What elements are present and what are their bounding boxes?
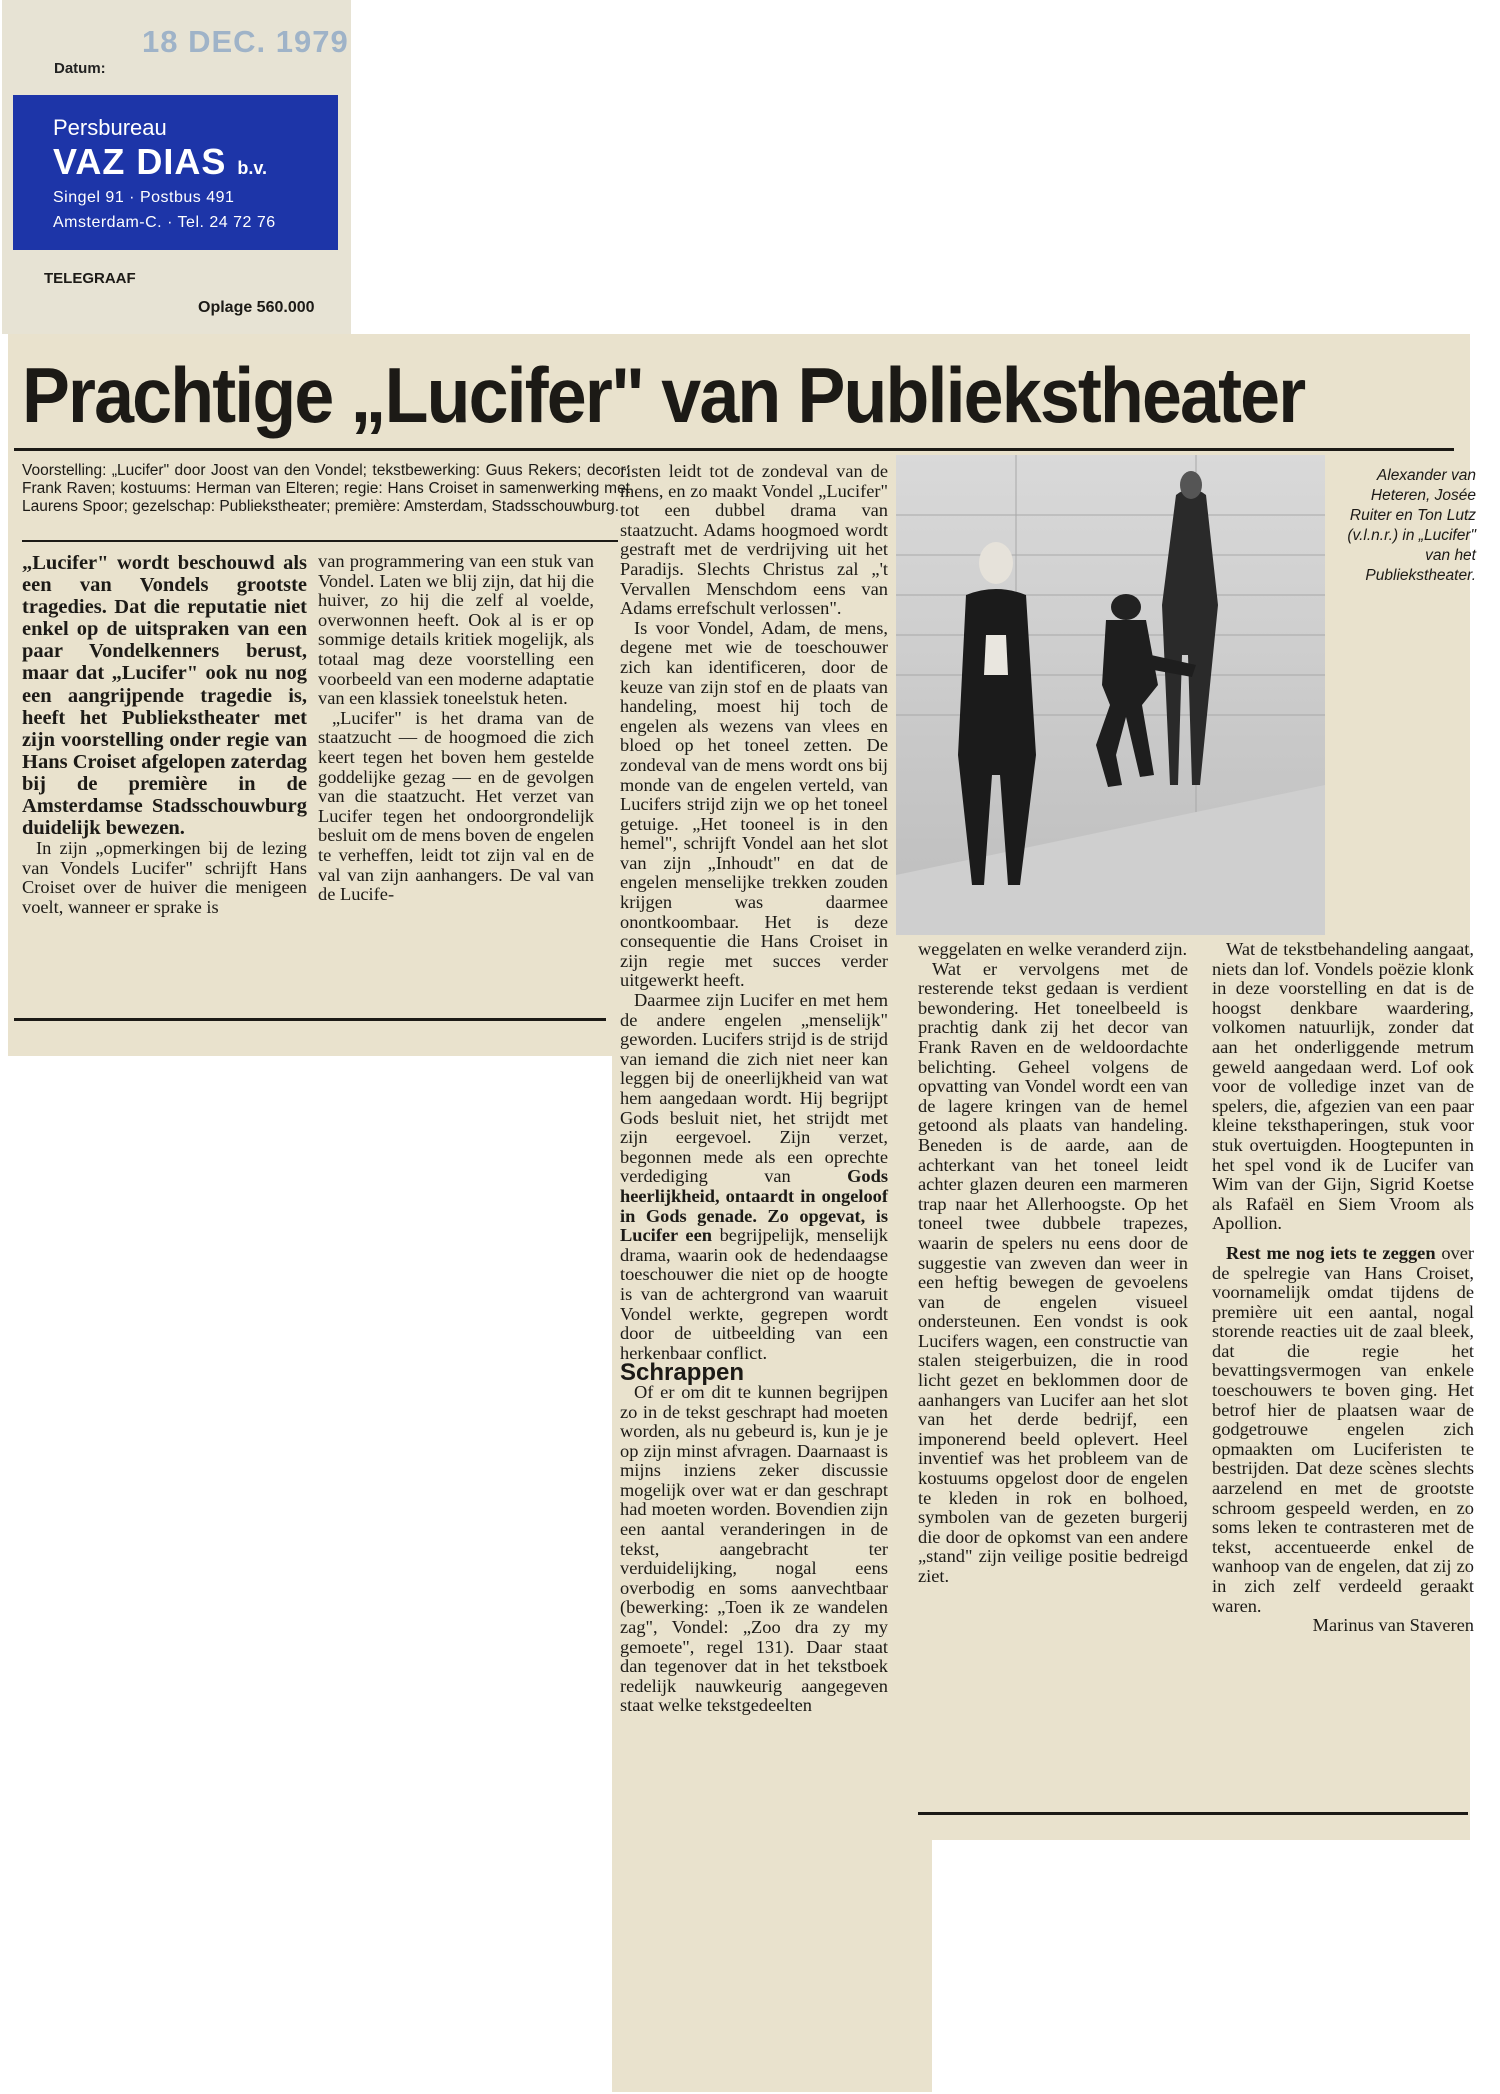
stage-photo: [896, 455, 1325, 935]
body-paragraph: In zijn „opmerkingen bij de lezing van Vondels Lucifer" schrijft Hans Croiset over de huiver die menigeen voelt, wanneer er sprake is: [22, 838, 307, 917]
body-paragraph: Of er om dit te kunnen begrijpen zo in de tekst geschrapt had moeten worden, als nu gebeurd is, kun je je op zijn minst afvragen. Daarnaast is mijns inziens zeker discussie mogelijk over wat er dan geschrapt had moeten worden. Bovendien zijn een aantal veranderingen in de tekst, aangebracht ter verduidelijking, nogal eens overbodig en soms aanvechtbaar (bewerking: „Toen ik ze wandelen zag", Vondel: „Zoo dra zy my gemoete", regel 131). Daar staat dan tegenover dat in het tekstboek redelijk nauwkeurig aangegeven staat welke tekstgedeelten: [620, 1381, 888, 1716]
agency-box: [13, 95, 338, 250]
body-text: over de spelregie van Hans Croiset, voornamelijk omdat tijdens de première uit een aantal, nogal storende reacties uit de zaal bleek, dat die regie het bevattingsvermogen van enkele toeschouwers te boven ging. Het betrof hier de plaatsen waar de godgetrouwe engelen zich opmaakten om Luciferisten te bestrijden. Dat deze scènes slechts aarzelend en met de grootste schroom gespeeld werden, en zo soms leken te contrasteren met de tekst, accentueerde enkel de wanhoop van de engelen, dat zij zo in zich zelf verdeeld geraakt waren.: [1212, 1242, 1474, 1616]
lead-paragraph: „Lucifer" wordt beschouwd als een van Vondels grootste tragedies. Dat die reputatie niet enkel op de uitspraken van een paar Vondelkenners berust, maar dat „Lucifer" ook nu nog een aangrijpende tragedie is, heeft het Publiekstheater met zijn voorstelling onder regie van Hans Croiset afgelopen zaterdag bij de première in de Amsterdamse Stadsschouwburg duidelijk bewezen.: [22, 552, 307, 840]
body-paragraph: risten leidt tot de zondeval van de mens, en zo maakt Vondel „Lucifer" tot een dubbel drama van staatzucht. Adams hoogmoed wordt gestraft met de verdrijving uit het Paradijs. Slechts Christus zal „'t Vervallen Menschdom eens van Adams errefschult verlossen".: [620, 461, 888, 619]
agency-name: [53, 141, 267, 183]
body-paragraph: Wat de tekstbehandeling aangaat, niets dan lof. Vondels poëzie klonk in deze voorstelling en dat is de hoogst denkbare waardering, volkomen natuurlijk, zonder dat aan het onderliggende metrum geweld aangedaan werd. Lof ook voor de volledige inzet van de spelers, die, afgezien van een paar kleine teksthaperingen, stuk voor stuk overtuigden. Hoogtepunten in het spel vond ik de Lucifer van Wim van der Gijn, Sigrid Koetse als Rafaël en Siem Vroom als Apollion.: [1212, 939, 1474, 1234]
agency-address-1: Singel 91 · Postbus 491: [53, 189, 235, 206]
column-bottom-rule: [14, 1018, 606, 1021]
article-column-5: [1212, 940, 1474, 1636]
date-stamp: 18 DEC. 1979: [142, 24, 349, 59]
body-text: Daarmee zijn Lucifer en met hem de andere engelen „menselijk" geworden. Lucifers strijd is de strijd van iemand die zich niet neer kan leggen bij de oneerlijkheid van wat hem aangedaan wordt. Hij begrijpt Gods besluit niet, het strijdt met zijn eergevoel. Zijn verzet, begonnen mede als een oprechte verdediging van: [620, 990, 888, 1187]
article-column-1: [22, 552, 307, 918]
body-paragraph: [620, 991, 888, 1363]
article-end-rule: [918, 1812, 1468, 1815]
headline-rule: [14, 448, 1454, 451]
datum-label: Datum:: [54, 60, 106, 77]
body-paragraph: weggelaten en welke veranderd zijn.: [918, 939, 1188, 959]
article-column-4: [918, 940, 1188, 1587]
body-paragraph: Wat er vervolgens met de resterende tekst gedaan is verdient bewondering. Het toneelbeeld is prachtig dank zij het decor van Frank Raven en de weldoordachte belichting. Geheel volgens de opvatting van Vondel wordt een van de lagere kringen van de hemel getoond als plaats van handeling. Beneden is de aarde, aan de achterkant van het toneel leidt achter glazen deuren een marmeren trap naar het Allerhoogste. Op het toneel twee dubbele trapezes, waarin de spelers nu eens door de suggestie van zweven dan weer in een heftig bewegen de gevoelens van de engelen visueel ondersteunen. Een vondst is ook Lucifers wagen, een constructie van stalen steigerbuizen, die in rood licht gezet en beklommen door de aanhangers van Lucifer aan het slot van het derde bedrijf, een imponerend beeld oplevert. Heel inventief was het probleem van de kostuums opgelost door de engelen te kleden in rok en bolhoed, symbolen van de gezeten burgerij die door de opkomst van een andere „stand" zijn veilige positie bedreigd ziet.: [918, 958, 1188, 1586]
credits-rule: [22, 540, 618, 542]
newspaper-name: TELEGRAAF: [44, 270, 136, 287]
photo-caption: Alexander van Heteren, Josée Ruiter en Ton Lutz (v.l.n.r.) in „Lucifer" van het Publiekstheater.: [1347, 467, 1476, 584]
article-headline: Prachtige „Lucifer" van Publiekstheater: [22, 351, 1305, 439]
article-column-3: [620, 462, 888, 1716]
agency-name-text: VAZ DIAS: [53, 141, 227, 182]
circulation: Oplage 560.000: [198, 299, 315, 316]
agency-address-2: Amsterdam-C. · Tel. 24 72 76: [53, 214, 276, 231]
author-signature: Marinus van Staveren: [1312, 1615, 1474, 1636]
clipping-stamp: [2, 0, 351, 334]
body-paragraph: Is voor Vondel, Adam, de mens, degene met wie de toeschouwer zich kan identificeren, door de keuze van zijn stof en de plaats van handeling, moest hij toch de engelen als wezens van vlees en bloed op het toneel zetten. De zondeval van de mens wordt ons bij monde van de engelen verteld, van Lucifers strijd zijn we op het toneel getuige. „Het tooneel is in den hemel", schrijft Vondel aan het slot van zijn „Inhoudt" en dat de engelen menselijke trekken zouden krijgen was daarmee onontkoombaar. Het is deze consequentie die Hans Croiset in zijn regie met succes verder uitgewerkt heeft.: [620, 617, 888, 991]
agency-suffix: b.v.: [237, 158, 268, 178]
body-text: begrijpelijk, menselijk drama, waarin ook de hedendaagse toeschouwer die niet op de hoogte is van de achtergrond van waaruit Vondel werkte, gegrepen wordt door de uitbeelding van een herkenbaar conflict.: [620, 1225, 888, 1363]
article-column-2: [318, 552, 594, 905]
bold-text: Gods heerlijkheid, ontaardt in ongeloof in Gods genade. Zo opgevat, is Lucifer een: [620, 1166, 888, 1246]
body-paragraph: „Lucifer" is het drama van de staatzucht — de hoogmoed die zich keert tegen het boven hem gestelde goddelijke gezag — en de gevolgen van die staatzucht. Het verzet van Lucifer tegen het ondoorgrondelijk besluit om de mens boven de engelen te verheffen, leidt tot zijn val en de val van zijn aanhangers. De val van de Lucife-: [318, 707, 594, 905]
article-credits: Voorstelling: „Lucifer" door Joost van den Vondel; tekstbewerking: Guus Rekers; decor: Frank Raven; kostuums: Herman van Elteren; regie: Hans Croiset in samenwerking met Laurens Spoor; gezelschap: Publiekstheater; première: Amsterdam, Stadsschouwburg.: [22, 462, 630, 515]
body-paragraph: van programmering van een stuk van Vondel. Laten we blij zijn, dat hij die huiver, zo hij die zelf al voelde, overwonnen heeft. Ook al is er op sommige details kritiek mogelijk, als totaal mag deze voorstelling een voorbeeld van een moderne adaptatie van een klassiek toneelstuk heten.: [318, 551, 594, 709]
agency-line1: Persbureau: [53, 115, 167, 140]
stage-photo-image: [896, 455, 1325, 935]
subheading: Schrappen: [620, 1359, 745, 1387]
body-paragraph: [1212, 1244, 1474, 1616]
bold-text: Rest me nog iets te zeggen: [1226, 1242, 1436, 1263]
